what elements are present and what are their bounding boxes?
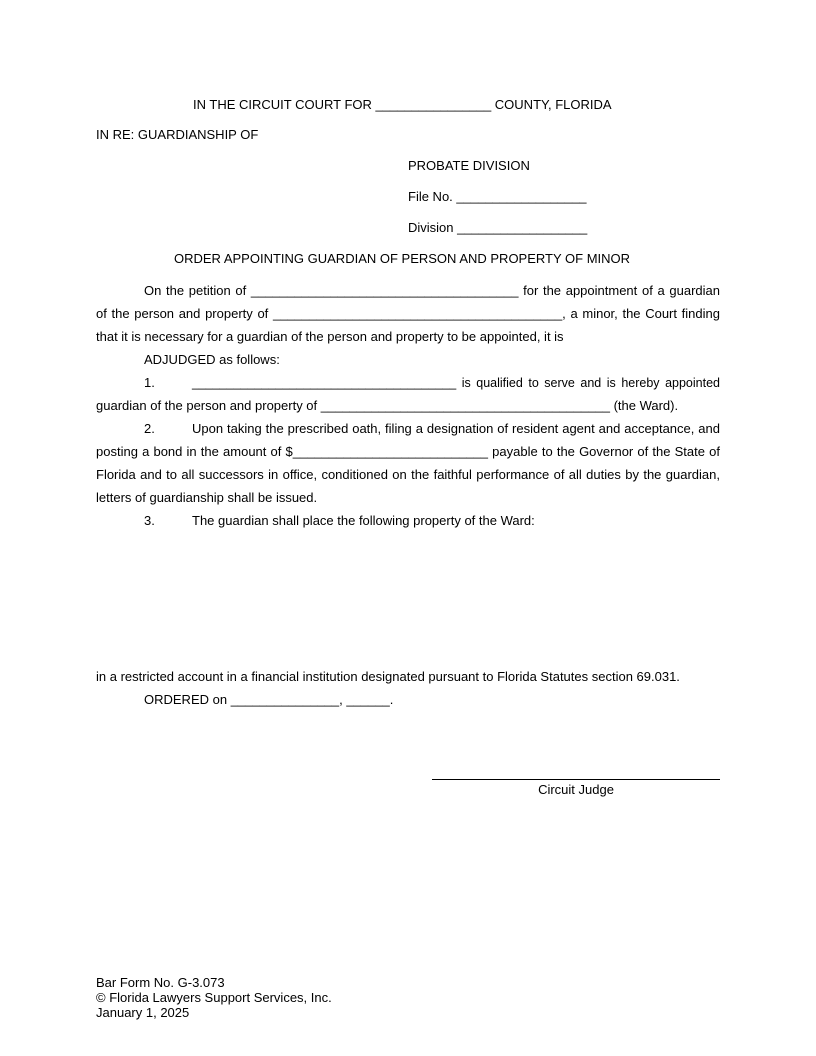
item-1-number: 1. (144, 375, 155, 390)
document-title: ORDER APPOINTING GUARDIAN OF PERSON AND PROPERTY OF MINOR (174, 251, 631, 266)
item-2-line-1: Upon taking the prescribed oath, filing a designation of resident agent and acceptance, and (192, 421, 720, 436)
item-3-text: The guardian shall place the following property of the Ward: (192, 513, 535, 528)
court-caption: IN THE CIRCUIT COURT FOR ________________ COUNTY, FLORIDA (193, 97, 612, 112)
signature-line (432, 779, 720, 780)
petition-line-1: On the petition of _____________________________________ for the appointment of a guardian (144, 283, 720, 298)
item-2-line-4: letters of guardianship shall be issued. (96, 490, 318, 505)
ordered-line: ORDERED on _______________, ______. (144, 692, 394, 707)
probate-division: PROBATE DIVISION (408, 158, 530, 173)
item-2-line-3: Florida and to all successors in office, conditioned on the faithful performance of all duties by the guardian, (96, 467, 720, 482)
item-1-line-2: guardian of the person and property of ________________________________________ (the Ward). (96, 398, 679, 413)
adjudged-heading: ADJUDGED as follows: (144, 352, 280, 367)
copyright-notice: © Florida Lawyers Support Services, Inc. (96, 990, 332, 1005)
bar-form-number: Bar Form No. G-3.073 (96, 975, 225, 990)
restricted-account-text: in a restricted account in a financial institution designated pursuant to Florida Statutes section 69.031. (96, 669, 680, 684)
item-3-number: 3. (144, 513, 155, 528)
file-number: File No. __________________ (408, 189, 587, 204)
item-2-line-2: posting a bond in the amount of $___________________________ payable to the Governor of the State of (96, 444, 720, 459)
petition-line-2: of the person and property of ________________________________________, a minor, the Court finding (96, 306, 720, 321)
item-1-line-1: ______________________________________ is qualified to serve and is hereby appointed (192, 376, 720, 390)
item-2-number: 2. (144, 421, 155, 436)
form-date: January 1, 2025 (96, 1005, 190, 1020)
petition-line-3: that it is necessary for a guardian of the person and property to be appointed, it is (96, 329, 564, 344)
division-field: Division __________________ (408, 220, 588, 235)
circuit-judge-label: Circuit Judge (538, 782, 614, 797)
in-re-caption: IN RE: GUARDIANSHIP OF (96, 127, 259, 142)
